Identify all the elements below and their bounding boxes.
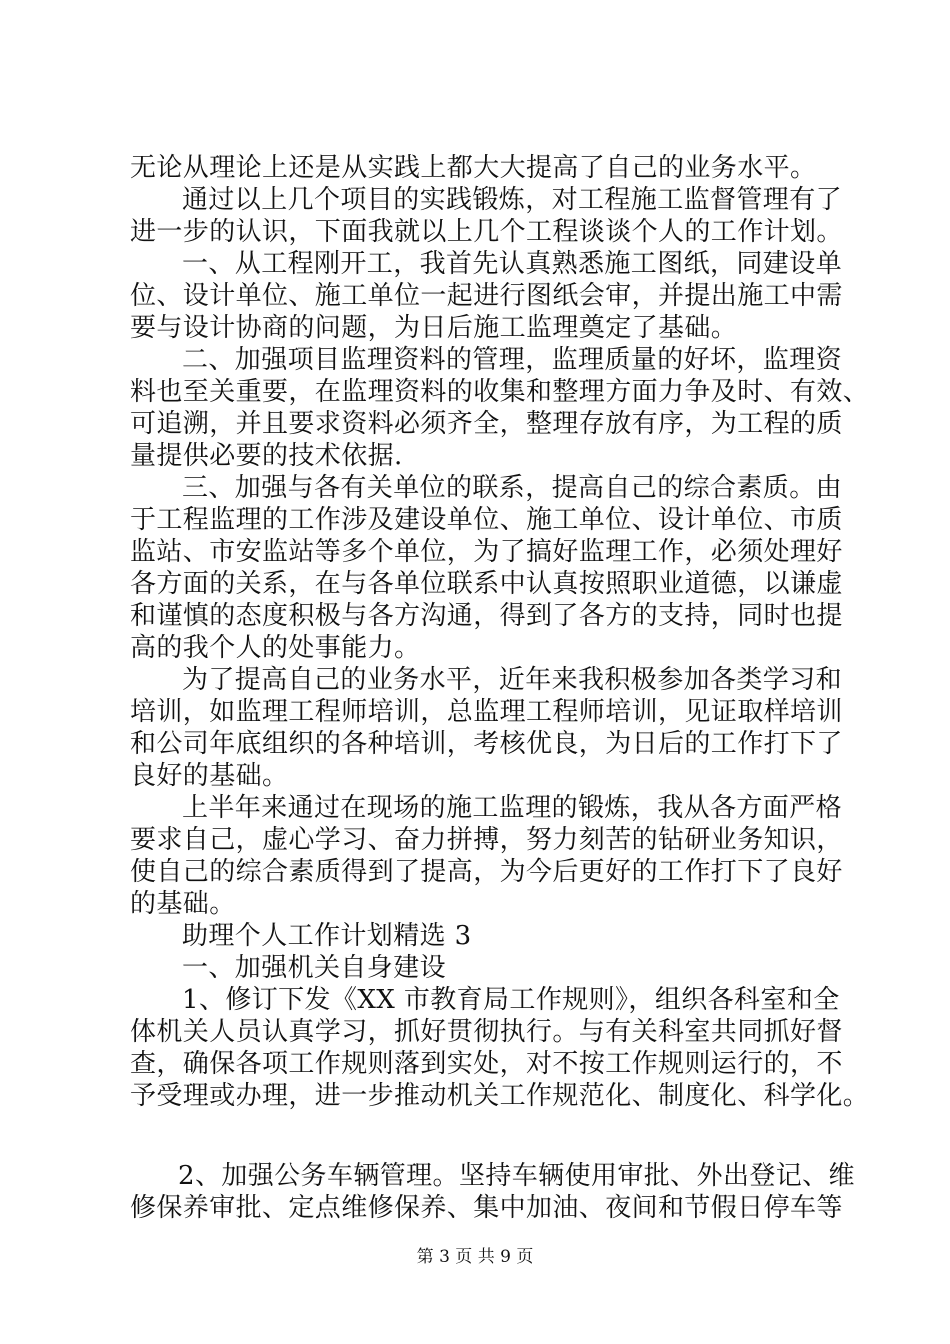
document-body [130, 152, 870, 1224]
body-line: 体机关人员认真学习，抓好贯彻执行。与有关科室共同抓好督 [130, 1017, 843, 1047]
body-line: 要与设计协商的问题，为日后施工监理奠定了基础。 [130, 313, 738, 343]
body-line: 各方面的关系，在与各单位联系中认真按照职业道德，以谦虚 [130, 569, 843, 599]
body-line: 使自己的综合素质得到了提高，为今后更好的工作打下了良好 [130, 857, 843, 887]
page-number-footer: 第 3 页 共 9 页 [416, 1247, 534, 1267]
body-line: 监站、市安监站等多个单位，为了搞好监理工作，必须处理好 [130, 537, 843, 567]
body-line: 可追溯，并且要求资料必须齐全，整理存放有序，为工程的质 [130, 409, 843, 439]
body-line: 量提供必要的技术依据. [130, 441, 403, 471]
body-line: 培训，如监理工程师培训，总监理工程师培训，见证取样培训 [130, 697, 843, 727]
paragraph-start-line: 三、加强与各有关单位的联系，提高自己的综合素质。由 [182, 473, 843, 503]
paragraph-start-line: 为了提高自己的业务水平，近年来我积极参加各类学习和 [182, 665, 843, 695]
paragraph-gap [130, 1112, 830, 1160]
body-line: 良好的基础。 [130, 761, 289, 791]
paragraph-start-line: 上半年来通过在现场的施工监理的锻炼，我从各方面严格 [182, 793, 843, 823]
body-line: 修保养审批、定点维修保养、集中加油、夜间和节假日停车等 [130, 1193, 843, 1223]
paragraph-start-line: 2、加强公务车辆管理。坚持车辆使用审批、外出登记、维 [178, 1161, 855, 1191]
paragraph-start-line: 二、加强项目监理资料的管理，监理质量的好坏，监理资 [182, 345, 843, 375]
body-line: 料也至关重要，在监理资料的收集和整理方面力争及时、有效、 [130, 377, 870, 407]
body-line: 和公司年底组织的各种培训，考核优良，为日后的工作打下了 [130, 729, 843, 759]
body-line: 于工程监理的工作涉及建设单位、施工单位、设计单位、市质 [130, 505, 843, 535]
body-line: 进一步的认识，下面我就以上几个工程谈谈个人的工作计划。 [130, 217, 843, 247]
body-line: 无论从理论上还是从实践上都大大提高了自己的业务水平。 [130, 153, 817, 183]
body-line: 查，确保各项工作规则落到实处，对不按工作规则运行的，不 [130, 1049, 843, 1079]
body-line: 高的我个人的处事能力。 [130, 633, 421, 663]
body-line: 予受理或办理，进一步推动机关工作规范化、制度化、科学化。 [130, 1081, 870, 1111]
paragraph-start-line: 1、修订下发《XX 市教育局工作规则》，组织各科室和全 [182, 985, 840, 1015]
paragraph-start-line: 通过以上几个项目的实践锻炼，对工程施工监督管理有了 [182, 185, 843, 215]
body-line: 位、设计单位、施工单位一起进行图纸会审，并提出施工中需 [130, 281, 843, 311]
body-line: 的基础。 [130, 889, 236, 919]
subsection-heading: 一、加强机关自身建设 [182, 953, 447, 983]
paragraph-start-line: 一、从工程刚开工，我首先认真熟悉施工图纸，同建设单 [182, 249, 843, 279]
section-heading: 助理个人工作计划精选 3 [182, 921, 472, 951]
body-line: 要求自己，虚心学习、奋力拼搏，努力刻苦的钻研业务知识， [130, 825, 843, 855]
body-line: 和谨慎的态度积极与各方沟通，得到了各方的支持，同时也提 [130, 601, 843, 631]
